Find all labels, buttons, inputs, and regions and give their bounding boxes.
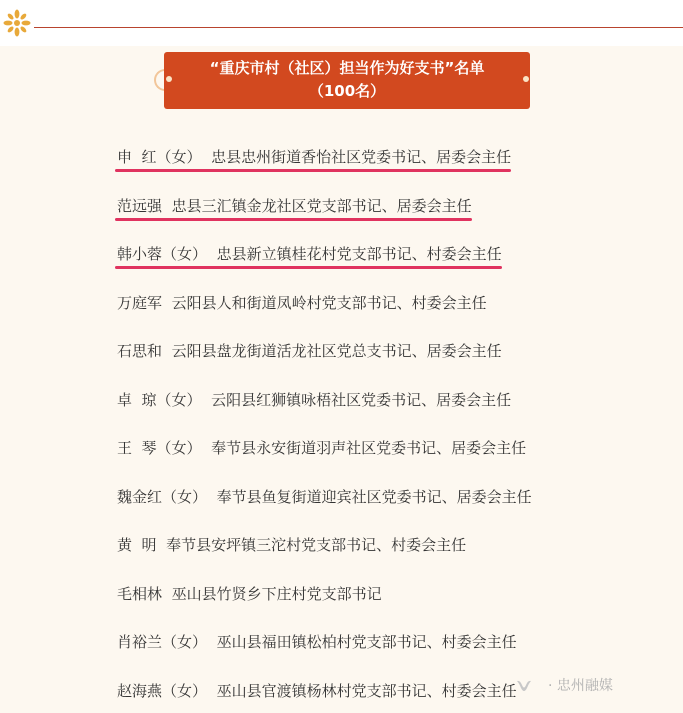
person-position: 忠县三汇镇金龙社区党支部书记、居委会主任: [171, 197, 472, 215]
list-item: [117, 582, 382, 606]
name-separator: [207, 682, 217, 700]
person-position: 云阳县人和街道凤岭村党支部书记、村委会主任: [171, 294, 487, 312]
watermark-text: · 忠州融媒: [548, 678, 613, 694]
list-item: [117, 339, 502, 363]
list-item: [117, 291, 487, 315]
list-item: [117, 145, 511, 169]
list-item: [117, 533, 466, 557]
person-name: 申 红（女）: [117, 148, 202, 166]
person-position: 巫山县福田镇松柏村党支部书记、村委会主任: [216, 633, 517, 651]
list-item: [117, 630, 517, 654]
person-position: 忠县新立镇桂花村党支部书记、村委会主任: [216, 245, 502, 263]
list-item: [117, 485, 532, 509]
list-item: [117, 242, 502, 266]
name-separator: [207, 633, 217, 651]
person-name: 石思和: [117, 342, 163, 360]
name-separator: [202, 391, 212, 409]
highlight-underline: [115, 169, 511, 172]
name-separator: [202, 148, 212, 166]
person-position: 云阳县红狮镇咏梧社区党委书记、居委会主任: [211, 391, 512, 409]
person-position: 忠县忠州街道香怡社区党委书记、居委会主任: [211, 148, 512, 166]
person-position: 奉节县鱼复街道迎宾社区党委书记、居委会主任: [216, 488, 532, 506]
list-item: [117, 388, 511, 412]
name-separator: [162, 197, 172, 215]
name-separator: [162, 585, 172, 603]
person-position: 云阳县盘龙街道活龙社区党总支书记、居委会主任: [171, 342, 502, 360]
person-name: 万庭军: [117, 294, 163, 312]
person-name: 毛相林: [117, 585, 163, 603]
person-name: 范远强: [117, 197, 163, 215]
person-name: 肖裕兰（女）: [117, 633, 208, 651]
person-position: 奉节县永安街道羽声社区党委书记、居委会主任: [211, 439, 527, 457]
person-name: 卓 琼（女）: [117, 391, 202, 409]
name-separator: [162, 294, 172, 312]
highlight-underline: [115, 218, 472, 221]
name-separator: [202, 439, 212, 457]
list-title-line1: “重庆市村（社区）担当作为好支书”名单: [209, 59, 485, 77]
person-name: 魏金红（女）: [117, 488, 208, 506]
list-item: [117, 436, 526, 460]
person-name: 赵海燕（女）: [117, 682, 208, 700]
person-position: 巫山县官渡镇杨林村党支部书记、村委会主任: [216, 682, 517, 700]
name-separator: [207, 245, 217, 263]
person-position: 巫山县竹贤乡下庄村党支部书记: [171, 585, 382, 603]
name-separator: [162, 342, 172, 360]
name-separator: [157, 536, 167, 554]
list-item: [117, 679, 517, 703]
name-separator: [207, 488, 217, 506]
wechat-channel-icon: [514, 676, 534, 696]
person-name: 黄 明: [117, 536, 157, 554]
list-title-line2: （100名）: [308, 82, 386, 100]
highlight-underline: [115, 266, 502, 269]
person-position: 奉节县安坪镇三沱村党支部书记、村委会主任: [166, 536, 467, 554]
person-name: 王 琴（女）: [117, 439, 202, 457]
list-item: [117, 194, 472, 218]
person-name: 韩小蓉（女）: [117, 245, 208, 263]
